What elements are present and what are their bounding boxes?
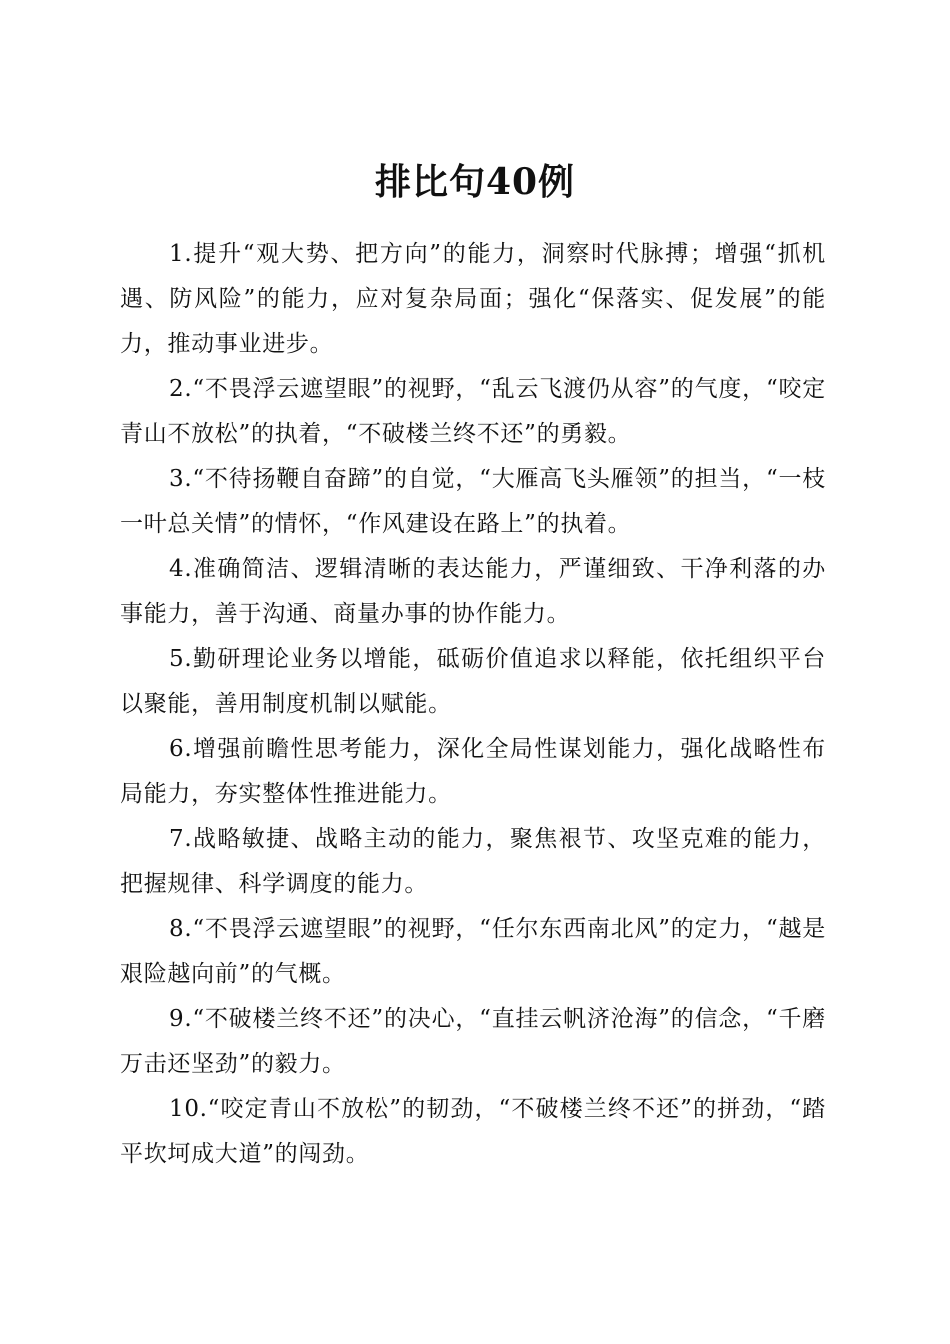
paragraph-8: 8.“不畏浮云遮望眼”的视野，“任尔东西南北风”的定力，“越是艰险越向前”的气概。: [120, 916, 826, 987]
paragraph-7: 7.战略敏捷、战略主动的能力，聚焦裉节、攻坚克难的能力，把握规律、科学调度的能力。: [120, 826, 826, 897]
document-title: 排比句40例: [374, 161, 576, 204]
paragraph-5: 5.勤研理论业务以增能，砥砺价值追求以释能，依托组织平台以聚能，善用制度机制以赋能。: [120, 646, 826, 717]
paragraph-4: 4.准确简洁、逻辑清晰的表达能力，严谨细致、干净利落的办事能力，善于沟通、商量办事的协作能力。: [120, 556, 826, 627]
paragraph-10: 10.“咬定青山不放松”的韧劲，“不破楼兰终不还”的拼劲，“踏平坎坷成大道”的闯劲。: [120, 1096, 826, 1167]
document-body: [120, 232, 826, 1177]
paragraph-6: 6.增强前瞻性思考能力，深化全局性谋划能力，强化战略性布局能力，夯实整体性推进能力。: [120, 736, 826, 807]
paragraph-1: 1.提升“观大势、把方向”的能力，洞察时代脉搏；增强“抓机遇、防风险”的能力，应对复杂局面；强化“保落实、促发展”的能力，推动事业进步。: [120, 241, 826, 357]
paragraph-2: 2.“不畏浮云遮望眼”的视野，“乱云飞渡仍从容”的气度，“咬定青山不放松”的执着，“不破楼兰终不还”的勇毅。: [120, 376, 826, 447]
paragraph-3: 3.“不待扬鞭自奋蹄”的自觉，“大雁高飞头雁领”的担当，“一枝一叶总关情”的情怀，“作风建设在路上”的执着。: [120, 466, 826, 537]
paragraph-9: 9.“不破楼兰终不还”的决心，“直挂云帆济沧海”的信念，“千磨万击还坚劲”的毅力。: [120, 1006, 826, 1077]
